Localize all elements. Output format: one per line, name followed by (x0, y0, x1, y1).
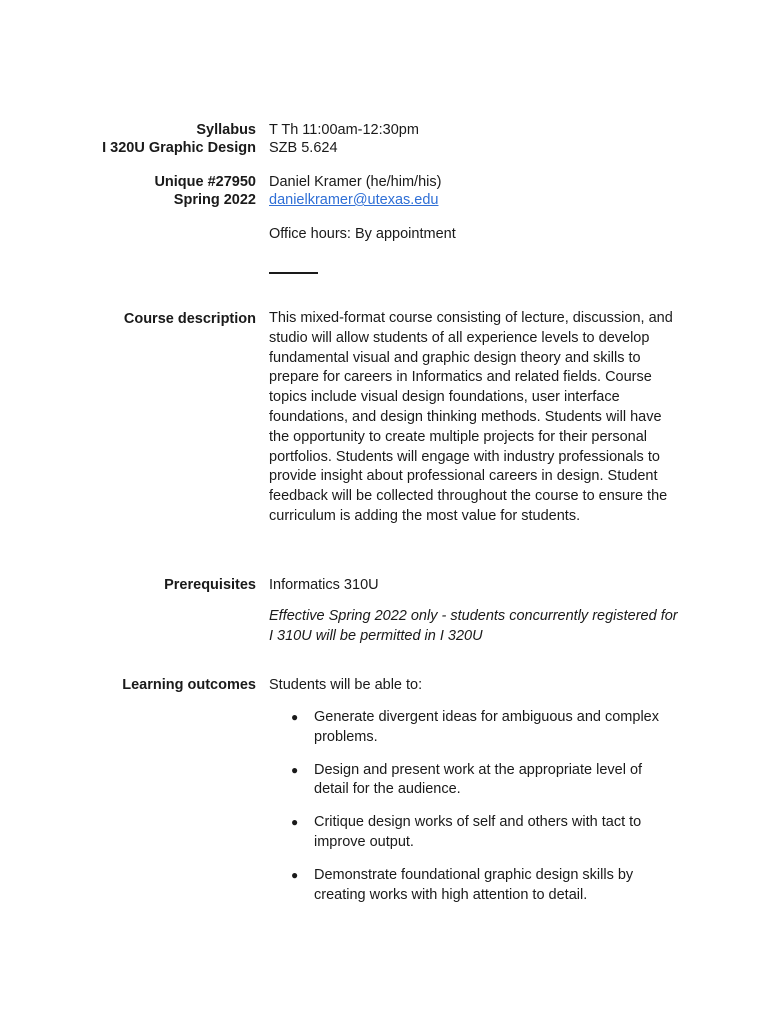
bullet-icon: ● (291, 710, 299, 724)
course-description-label: Course description (123, 311, 256, 327)
list-item (269, 761, 679, 801)
header-labels (102, 121, 256, 157)
course-title: I 320U Graphic Design (102, 140, 256, 156)
bullet-icon: ● (291, 762, 299, 777)
instructor-name: Daniel Kramer (he/him/his) (269, 174, 442, 190)
outcome-text: Demonstrate foundational graphic design skills by creating works with high attention to detail. (314, 866, 634, 903)
list-item (269, 708, 679, 748)
prerequisites-note: Effective Spring 2022 only - students concurrently registered for I 310U will be permitted in I 320U (269, 608, 678, 644)
bullet-icon: ● (291, 815, 299, 830)
outcome-text: Generate divergent ideas for ambiguous and complex problems. (314, 709, 659, 745)
info-values (269, 173, 679, 209)
learning-outcomes-label: Learning outcomes (122, 677, 256, 693)
instructor-email-link[interactable]: danielkramer@utexas.edu (269, 192, 439, 208)
outcome-text: Design and present work at the appropriate level of detail for the audience. (314, 761, 643, 798)
class-time: T Th 11:00am-12:30pm (269, 122, 419, 138)
course-description-text: This mixed-format course consisting of lecture, discussion, and studio will allow students of all experience levels to develop fundamental visual and graphic design theory and skills to prepare for careers in Informatics and related fields. Course topics include visual design foundations, user interface foundations, and design thinking methods. Students will have the opportunity to create multiple projects for their personal portfolios. Students will engage with industry professionals to provide insight about professional careers in design. Student feedback will be collected throughout the course to ensure the curriculum is adding the most value for students. (269, 310, 673, 524)
section-divider (269, 272, 318, 274)
list-item (269, 866, 679, 906)
syllabus-label: Syllabus (196, 122, 256, 138)
learning-outcomes-list (269, 708, 679, 905)
header-values (269, 121, 679, 157)
unique-number: Unique #27950 (154, 174, 256, 190)
info-labels (154, 173, 256, 209)
office-hours: Office hours: By appointment (269, 226, 456, 242)
class-location: SZB 5.624 (269, 140, 338, 156)
prerequisites-label: Prerequisites (164, 577, 256, 593)
prerequisites-course: Informatics 310U (269, 577, 379, 593)
learning-outcomes-intro: Students will be able to: (269, 677, 423, 693)
semester: Spring 2022 (173, 192, 256, 208)
bullet-icon: ● (291, 867, 299, 882)
list-item (269, 813, 679, 853)
outcome-text: Critique design works of self and others with tact to improve output. (314, 814, 642, 850)
